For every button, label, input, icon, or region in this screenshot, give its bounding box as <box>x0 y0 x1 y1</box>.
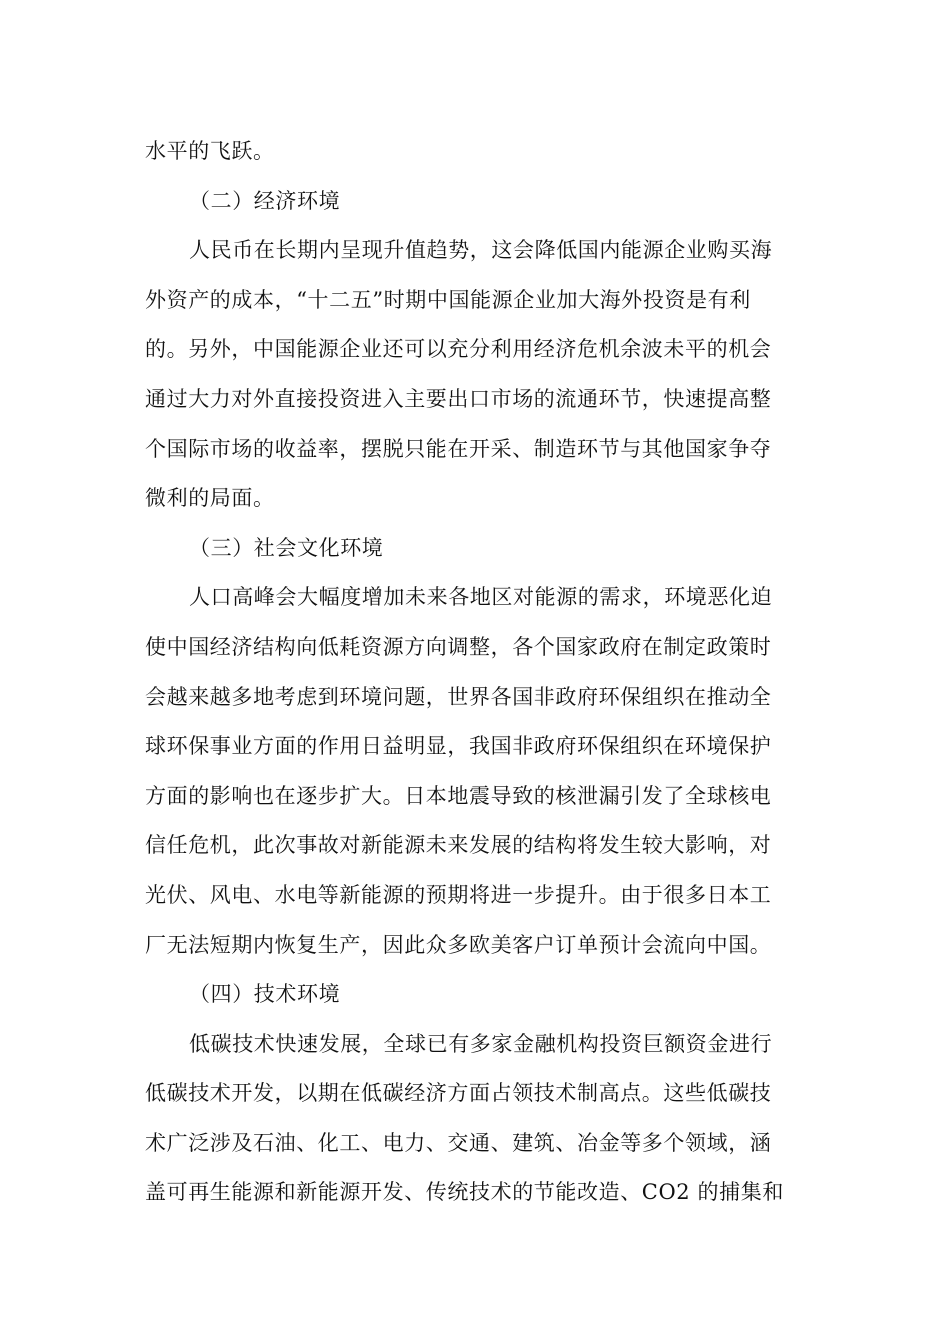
paragraph-line: 术广泛涉及石油、化工、电力、交通、建筑、冶金等多个领域，涵 <box>145 1130 772 1155</box>
section-heading-economic: （二）经济环境 <box>189 188 341 213</box>
paragraph-line: 会越来越多地考虑到环境问题，世界各国非政府环保组织在推动全 <box>145 684 772 709</box>
document-body <box>145 127 813 1218</box>
section-heading-technology: （四）技术环境 <box>189 982 341 1007</box>
paragraph-line: 使中国经济结构向低耗资源方向调整，各个国家政府在制定政策时 <box>145 634 772 659</box>
paragraph-line: 个国际市场的收益率，摆脱只能在开采、制造环节与其他国家争夺 <box>145 436 772 461</box>
paragraph-line: 厂无法短期内恢复生产，因此众多欧美客户订单预计会流向中国。 <box>145 932 772 957</box>
paragraph-line: 微利的局面。 <box>145 486 275 511</box>
paragraph-line: 盖可再生能源和新能源开发、传统技术的节能改造、CO2 的捕集和 <box>145 1180 784 1205</box>
paragraph-line: 光伏、风电、水电等新能源的预期将进一步提升。由于很多日本工 <box>145 882 772 907</box>
paragraph-line: 低碳技术快速发展，全球已有多家金融机构投资巨额资金进行 <box>189 1031 773 1056</box>
paragraph-line: 人口高峰会大幅度增加未来各地区对能源的需求，环境恶化迫 <box>189 585 773 610</box>
paragraph-line: 球环保事业方面的作用日益明显，我国非政府环保组织在环境保护 <box>145 734 772 759</box>
section-heading-social-cultural: （三）社会文化环境 <box>189 535 384 560</box>
paragraph-line: 人民币在长期内呈现升值趋势，这会降低国内能源企业购买海 <box>189 238 773 263</box>
paragraph-line: 方面的影响也在逐步扩大。日本地震导致的核泄漏引发了全球核电 <box>145 783 772 808</box>
paragraph-line: 低碳技术开发，以期在低碳经济方面占领技术制高点。这些低碳技 <box>145 1081 772 1106</box>
paragraph-line: 外资产的成本，“十二五”时期中国能源企业加大海外投资是有利 <box>145 287 751 312</box>
paragraph-line: 的。另外，中国能源企业还可以充分利用经济危机余波未平的机会 <box>145 337 772 362</box>
paragraph-line: 水平的飞跃。 <box>145 139 275 163</box>
paragraph-line: 通过大力对外直接投资进入主要出口市场的流通环节，快速提高整 <box>145 386 772 411</box>
paragraph-line: 信任危机，此次事故对新能源未来发展的结构将发生较大影响，对 <box>145 833 772 858</box>
